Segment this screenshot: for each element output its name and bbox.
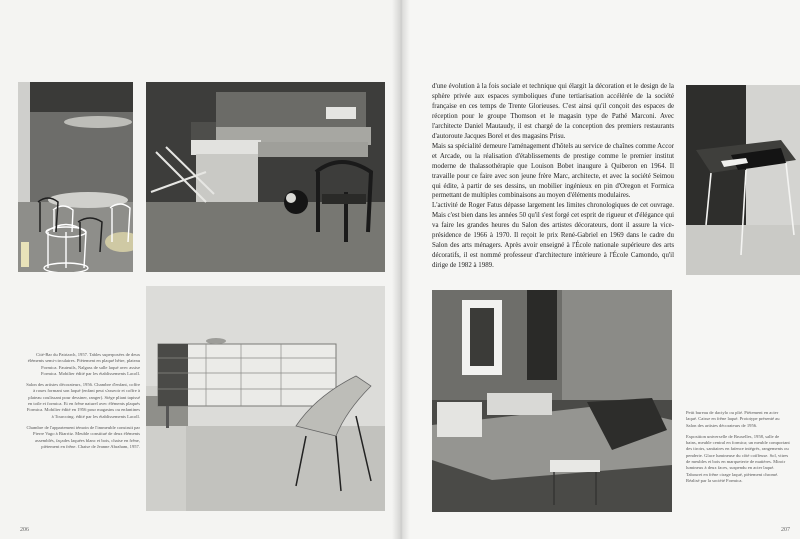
body-text	[432, 82, 674, 271]
body-paragraph: L'activité de Roger Fatus dépasse largement les limites chronologiques de cet ouvrage. Mais c'est bien dans les années 50 qu'il s'est forgé cet esprit de rigueur et d'élégance qui va faire les grandes heures du Salon des artistes décorateurs, dont il assure la vice-présidence de 1966 à 1970. Il reçoit le prix René-Gabriel en 1969 dans le cadre du Salon des arts ménagers. Après avoir enseigné à l'École nationale supérieure des arts décoratifs, il est nommé professeur d'architecture intérieure à l'École Camondo, qu'il dirige de 1982 à 1989.	[432, 202, 674, 270]
right-captions	[686, 410, 790, 489]
caption-cafe: Cité-Bar du Patriarch, 1957. Tables superposées de deux éléments semi-circulaires. Piètement en plaqué hêtre, plateau Formica. Fauteuils, Nalgass de salle laqué avec assise Formica. Mobilier édité par les établissements Lacoll.	[27, 352, 140, 376]
caption-apartment-bedroom: Chambre de l'appartement témoin de l'immeuble construit par Pierre Vago à Biarritz. Meuble constitué de deux éléments assemblés, façades laquées blanc et bois, chaise en frêne, piètement en frêne. Chaise de Jeanne Abraham, 1957.	[26, 424, 140, 449]
caption-childrens-room: Salon des artistes décorateurs, 1956. Chambre d'enfant, coffre à roues formant son laqué (enfant peut s'asseoir et coffre à plateau coulissant pour dessiner, ranger). Siège pliant tapissé en toile et formica. Et en frêne naturel avec éléments plaqués Formica. Mobilier édité en 1956 pour magasins ou enfantines à Tourcoing. édité par les établissements Lacoll.	[26, 382, 140, 419]
photo-bathroom-brussels	[432, 290, 672, 512]
body-paragraph: d'une évolution à la fois sociale et technique qui élargit la décoration et le design de la sphère privée aux espaces symboliques d'une tertiarisation accélérée de la société française en ces temps de Trente Glorieuses. C'est ainsi qu'il conçoit des espaces de réception pour le groupe Thomson et le magasin type de Pathé Marconi. Avec l'architecte Daniel Mautaudy, il est chargé de la conception des premiers restaurants d'autoroute Jacques Borel et des magasins Prisu.	[432, 83, 674, 140]
body-paragraph: Mais sa spécialité demeure l'aménagement d'hôtels au service de chaînes comme Accor et Arcade, ou la réalisation d'établissements de prestige comme le premier institut moderne de thalassothérapie que Louison Bobet inaugure à Quiberon en 1964. Il travaille pour ce faire avec son jeune frère Marc, architecte, et avec la société Seimou qui édite, à partir de ses dessins, un mobilier ingénieux en pin d'Oregon et Formica permettant de multiples combinaisons au moyen d'éléments modulaires.	[432, 142, 674, 200]
book-gutter	[392, 0, 410, 539]
page-number-right: 207	[781, 527, 790, 533]
photo-childrens-furniture	[146, 82, 385, 272]
photo-bedroom-sideboard-chair	[146, 286, 385, 511]
caption-desk: Petit bureau de dactylo ou plié. Piètement en acier laqué. Caisse en frêne laqué. Prototype présenté au Salon des artistes décorateurs de 1956.	[686, 410, 780, 428]
page-number-left: 206	[20, 527, 29, 533]
caption-bathroom: Exposition universelle de Bruxelles, 1958, salle de bains, meuble central en formica; un meuble comportant des tiroirs, sanitaires en faïence intégrés, rangements ou penderie. Glace lumineuse du côté coiffeuse. Sol, vitres de meubles et bois en marqueterie de matières. Miroir lumineux à deux faces, suspendu en acier laqué. Tabouret en frêne cirage laqué, piètement chromé. Réalisé par la société Formica.	[686, 433, 790, 483]
photo-dactylo-desk	[686, 85, 800, 275]
left-captions	[24, 352, 140, 455]
photo-cafe-tables-chairs	[18, 82, 133, 272]
